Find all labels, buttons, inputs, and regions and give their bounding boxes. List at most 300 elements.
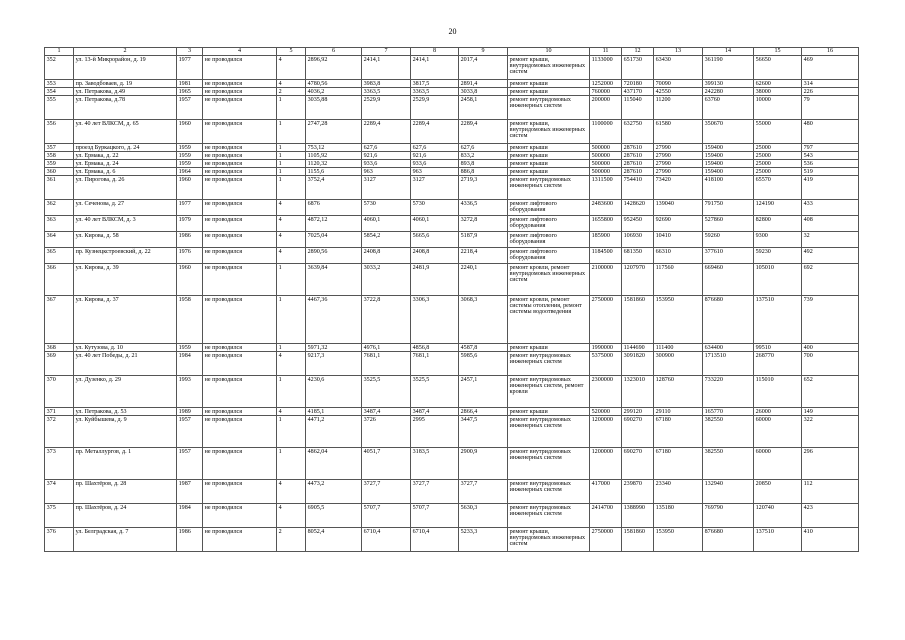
table-cell-col-8: 6710,4	[411, 528, 459, 552]
table-cell-col-8: 3525,5	[411, 376, 459, 408]
table-cell-col-1: 364	[45, 232, 74, 248]
table-row	[45, 120, 859, 144]
table-cell-col-2: ул. Белградская, д. 7	[74, 528, 177, 552]
table-cell-col-6: 8052,4	[306, 528, 362, 552]
table-row	[45, 504, 859, 528]
table-cell-col-2: ул. Петракова, д.78	[74, 96, 177, 120]
table-cell-col-13: 23340	[654, 480, 703, 504]
table-cell-col-14: 876680	[703, 296, 754, 344]
table-cell-col-3: 1965	[177, 88, 203, 96]
table-cell-col-14: 377610	[703, 248, 754, 264]
table-cell-col-3: 1987	[177, 480, 203, 504]
table-cell-col-6: 6905,5	[306, 504, 362, 528]
table-cell-col-1: 367	[45, 296, 74, 344]
table-cell-col-11: 1200000	[590, 448, 622, 480]
table-cell-col-5: 4	[277, 408, 306, 416]
table-cell-col-8: 963	[411, 168, 459, 176]
table-cell-col-15: 26000	[754, 408, 802, 416]
table-cell-col-4: не проводился	[203, 416, 277, 448]
table-cell-col-10: ремонт внутридомовых инженерных систем	[508, 448, 590, 480]
table-cell-col-11: 500000	[590, 152, 622, 160]
table-row	[45, 176, 859, 200]
table-cell-col-2: пр. Металлургов, д. 1	[74, 448, 177, 480]
table-row	[45, 96, 859, 120]
table-cell-col-9: 833,2	[459, 152, 508, 160]
table-cell-col-9: 2218,4	[459, 248, 508, 264]
table-cell-col-7: 5707,7	[362, 504, 411, 528]
table-cell-col-13: 67180	[654, 416, 703, 448]
table-cell-col-16: 423	[802, 504, 859, 528]
table-cell-col-2: ул. Ермака, д. 24	[74, 160, 177, 168]
table-cell-col-9: 4587,8	[459, 344, 508, 352]
column-header-11: 11	[590, 48, 622, 56]
table-cell-col-10: ремонт внутридомовых инженерных систем	[508, 96, 590, 120]
table-cell-col-15: 137510	[754, 296, 802, 344]
table-cell-col-9: 5985,6	[459, 352, 508, 376]
table-cell-col-1: 354	[45, 88, 74, 96]
table-cell-col-5: 1	[277, 296, 306, 344]
table-cell-col-3: 1957	[177, 448, 203, 480]
table-cell-col-4: не проводился	[203, 120, 277, 144]
table-cell-col-11: 760000	[590, 88, 622, 96]
table-cell-col-9: 886,8	[459, 168, 508, 176]
table-cell-col-8: 5707,7	[411, 504, 459, 528]
table-cell-col-4: не проводился	[203, 216, 277, 232]
table-cell-col-8: 3487,4	[411, 408, 459, 416]
table-cell-col-5: 4	[277, 216, 306, 232]
table-cell-col-3: 1977	[177, 56, 203, 80]
table-cell-col-7: 3983,8	[362, 80, 411, 88]
table-cell-col-14: 159400	[703, 144, 754, 152]
table-cell-col-12: 287610	[622, 160, 654, 168]
table-cell-col-5: 1	[277, 344, 306, 352]
table-cell-col-10: ремонт крыши, внутридомовых инженерных систем	[508, 120, 590, 144]
table-cell-col-13: 27990	[654, 144, 703, 152]
table-cell-col-5: 1	[277, 96, 306, 120]
table-row	[45, 528, 859, 552]
table-cell-col-5: 4	[277, 56, 306, 80]
table-cell-col-11: 200000	[590, 96, 622, 120]
table-cell-col-2: пр. Кузнецкстроевский, д. 22	[74, 248, 177, 264]
table-cell-col-2: ул. Ермака, д. 6	[74, 168, 177, 176]
table-cell-col-8: 933,6	[411, 160, 459, 168]
table-cell-col-7: 627,6	[362, 144, 411, 152]
table-row	[45, 408, 859, 416]
table-cell-col-3: 1960	[177, 176, 203, 200]
table-cell-col-15: 268770	[754, 352, 802, 376]
table-cell-col-14: 733220	[703, 376, 754, 408]
table-cell-col-2: пр. Шахтёров, д. 24	[74, 504, 177, 528]
table-cell-col-10: ремонт лифтового оборудования	[508, 248, 590, 264]
table-cell-col-12: 1388990	[622, 504, 654, 528]
table-cell-col-6: 6876	[306, 200, 362, 216]
table-cell-col-4: не проводился	[203, 376, 277, 408]
table-cell-col-1: 352	[45, 56, 74, 80]
table-cell-col-16: 543	[802, 152, 859, 160]
table-cell-col-15: 60000	[754, 448, 802, 480]
table-cell-col-12: 754410	[622, 176, 654, 200]
table-cell-col-9: 2017,4	[459, 56, 508, 80]
table-row	[45, 56, 859, 80]
table-cell-col-15: 25000	[754, 152, 802, 160]
table-cell-col-12: 1581860	[622, 528, 654, 552]
table-cell-col-4: не проводился	[203, 448, 277, 480]
table-cell-col-10: ремонт лифтового оборудования	[508, 216, 590, 232]
table-cell-col-2: пр. Шахтёров, д. 28	[74, 480, 177, 504]
table-cell-col-16: 519	[802, 168, 859, 176]
table-row	[45, 296, 859, 344]
table-cell-col-8: 2529,9	[411, 96, 459, 120]
column-header-4: 4	[203, 48, 277, 56]
table-cell-col-1: 353	[45, 80, 74, 88]
column-header-6: 6	[306, 48, 362, 56]
table-cell-col-9: 2866,4	[459, 408, 508, 416]
table-cell-col-10: ремонт внутридомовых инженерных систем	[508, 480, 590, 504]
table-cell-col-7: 3033,2	[362, 264, 411, 296]
table-cell-col-3: 1964	[177, 168, 203, 176]
table-cell-col-11: 2300000	[590, 376, 622, 408]
table-cell-col-8: 627,6	[411, 144, 459, 152]
table-cell-col-16: 692	[802, 264, 859, 296]
table-cell-col-4: не проводился	[203, 408, 277, 416]
table-cell-col-13: 27990	[654, 152, 703, 160]
table-cell-col-2: ул. Дузенко, д. 29	[74, 376, 177, 408]
table-cell-col-10: ремонт крыши	[508, 408, 590, 416]
table-cell-col-6: 7025,04	[306, 232, 362, 248]
table-cell-col-7: 3722,8	[362, 296, 411, 344]
table-cell-col-13: 27990	[654, 168, 703, 176]
table-cell-col-14: 527860	[703, 216, 754, 232]
table-cell-col-10: ремонт внутридомовых инженерных систем	[508, 176, 590, 200]
table-cell-col-1: 371	[45, 408, 74, 416]
table-cell-col-13: 10410	[654, 232, 703, 248]
table-cell-col-3: 1958	[177, 296, 203, 344]
table-cell-col-15: 137510	[754, 528, 802, 552]
table-cell-col-9: 2289,4	[459, 120, 508, 144]
table-cell-col-4: не проводился	[203, 56, 277, 80]
page-number: 20	[448, 27, 457, 36]
table-cell-col-9: 2458,1	[459, 96, 508, 120]
table-cell-col-10: ремонт крыши	[508, 160, 590, 168]
table-cell-col-2: ул. Кирова, д. 58	[74, 232, 177, 248]
table-cell-col-11: 1311500	[590, 176, 622, 200]
table-cell-col-9: 5233,3	[459, 528, 508, 552]
table-cell-col-15: 59230	[754, 248, 802, 264]
table-cell-col-12: 1428620	[622, 200, 654, 216]
table-cell-col-3: 1957	[177, 416, 203, 448]
column-header-15: 15	[754, 48, 802, 56]
table-cell-col-9: 3447,5	[459, 416, 508, 448]
table-cell-col-5: 1	[277, 416, 306, 448]
housing-repair-register-table	[44, 47, 859, 552]
table-cell-col-16: 322	[802, 416, 859, 448]
table-cell-col-10: ремонт внутридомовых инженерных систем	[508, 504, 590, 528]
table-cell-col-8: 3727,7	[411, 480, 459, 504]
table-cell-col-12: 1207970	[622, 264, 654, 296]
table-cell-col-2: ул. 13-й Микрорайон, д. 19	[74, 56, 177, 80]
table-cell-col-9: 2891,4	[459, 80, 508, 88]
table-cell-col-6: 753,12	[306, 144, 362, 152]
table-cell-col-16: 700	[802, 352, 859, 376]
table-cell-col-12: 437170	[622, 88, 654, 96]
column-header-2: 2	[74, 48, 177, 56]
table-cell-col-8: 5665,6	[411, 232, 459, 248]
column-header-12: 12	[622, 48, 654, 56]
table-cell-col-14: 382550	[703, 448, 754, 480]
table-cell-col-16: 797	[802, 144, 859, 152]
table-cell-col-15: 56650	[754, 56, 802, 80]
table-cell-col-15: 82800	[754, 216, 802, 232]
table-cell-col-7: 4976,1	[362, 344, 411, 352]
table-cell-col-6: 4467,36	[306, 296, 362, 344]
table-cell-col-10: ремонт крыши	[508, 168, 590, 176]
table-cell-col-11: 1990000	[590, 344, 622, 352]
table-cell-col-1: 358	[45, 152, 74, 160]
table-cell-col-10: ремонт крыши	[508, 80, 590, 88]
table-cell-col-6: 4230,6	[306, 376, 362, 408]
table-cell-col-5: 1	[277, 264, 306, 296]
table-cell-col-15: 25000	[754, 144, 802, 152]
table-cell-col-6: 2747,28	[306, 120, 362, 144]
table-cell-col-5: 4	[277, 480, 306, 504]
table-cell-col-3: 1959	[177, 152, 203, 160]
table-cell-col-15: 10000	[754, 96, 802, 120]
table-cell-col-11: 500000	[590, 168, 622, 176]
table-cell-col-3: 1993	[177, 376, 203, 408]
table-cell-col-7: 2408,8	[362, 248, 411, 264]
table-cell-col-4: не проводился	[203, 152, 277, 160]
table-cell-col-10: ремонт внутридомовых инженерных систем	[508, 416, 590, 448]
table-cell-col-11: 1655800	[590, 216, 622, 232]
table-cell-col-8: 2414,1	[411, 56, 459, 80]
table-cell-col-2: ул. Пирогова, д. 26	[74, 176, 177, 200]
table-cell-col-14: 242280	[703, 88, 754, 96]
table-cell-col-12: 1144690	[622, 344, 654, 352]
table-cell-col-6: 5971,32	[306, 344, 362, 352]
table-cell-col-8: 4060,1	[411, 216, 459, 232]
table-cell-col-6: 1120,32	[306, 160, 362, 168]
table-cell-col-8: 4856,8	[411, 344, 459, 352]
table-row	[45, 168, 859, 176]
table-cell-col-16: 79	[802, 96, 859, 120]
table-cell-col-14: 382550	[703, 416, 754, 448]
table-cell-col-3: 1976	[177, 248, 203, 264]
table-cell-col-7: 963	[362, 168, 411, 176]
table-cell-col-12: 690270	[622, 448, 654, 480]
table-cell-col-8: 3127	[411, 176, 459, 200]
column-header-10: 10	[508, 48, 590, 56]
table-cell-col-2: ул. Сеченова, д. 27	[74, 200, 177, 216]
table-cell-col-6: 1105,92	[306, 152, 362, 160]
table-cell-col-15: 25000	[754, 168, 802, 176]
table-cell-col-14: 361190	[703, 56, 754, 80]
table-cell-col-10: ремонт лифтового оборудования	[508, 232, 590, 248]
table-cell-col-3: 1959	[177, 344, 203, 352]
table-cell-col-5: 1	[277, 120, 306, 144]
table-cell-col-7: 3127	[362, 176, 411, 200]
table-cell-col-14: 1713510	[703, 352, 754, 376]
table-cell-col-14: 399130	[703, 80, 754, 88]
table-cell-col-14: 350670	[703, 120, 754, 144]
table-cell-col-7: 2289,4	[362, 120, 411, 144]
table-cell-col-3: 1960	[177, 264, 203, 296]
table-cell-col-12: 287610	[622, 168, 654, 176]
table-cell-col-14: 634400	[703, 344, 754, 352]
table-cell-col-13: 67180	[654, 448, 703, 480]
table-cell-col-16: 433	[802, 200, 859, 216]
column-header-7: 7	[362, 48, 411, 56]
table-cell-col-9: 5630,3	[459, 504, 508, 528]
table-row	[45, 376, 859, 408]
column-header-5: 5	[277, 48, 306, 56]
table-cell-col-1: 361	[45, 176, 74, 200]
table-cell-col-10: ремонт кровли, ремонт системы отопления, ремонт системы водоотведения	[508, 296, 590, 344]
table-cell-col-12: 1581860	[622, 296, 654, 344]
table-cell-col-12: 287610	[622, 152, 654, 160]
table-row	[45, 80, 859, 88]
table-cell-col-12: 681350	[622, 248, 654, 264]
table-cell-col-4: не проводился	[203, 168, 277, 176]
table-cell-col-4: не проводился	[203, 176, 277, 200]
table-row	[45, 200, 859, 216]
table-cell-col-13: 117560	[654, 264, 703, 296]
table-cell-col-3: 1986	[177, 528, 203, 552]
table-cell-col-4: не проводился	[203, 88, 277, 96]
table-row	[45, 248, 859, 264]
table-cell-col-6: 4473,2	[306, 480, 362, 504]
table-cell-col-9: 627,6	[459, 144, 508, 152]
table-cell-col-16: 469	[802, 56, 859, 80]
table-cell-col-9: 3272,8	[459, 216, 508, 232]
table-cell-col-10: ремонт крыши	[508, 88, 590, 96]
table-cell-col-5: 1	[277, 448, 306, 480]
table-cell-col-16: 408	[802, 216, 859, 232]
table-cell-col-6: 4036,2	[306, 88, 362, 96]
table-cell-col-1: 376	[45, 528, 74, 552]
table-cell-col-7: 3363,5	[362, 88, 411, 96]
table-cell-col-3: 1986	[177, 232, 203, 248]
table-cell-col-6: 4471,2	[306, 416, 362, 448]
table-cell-col-6: 2890,56	[306, 248, 362, 264]
table-cell-col-8: 2481,9	[411, 264, 459, 296]
table-cell-col-3: 1979	[177, 216, 203, 232]
table-row	[45, 144, 859, 152]
table-cell-col-5: 1	[277, 168, 306, 176]
table-cell-col-5: 1	[277, 176, 306, 200]
table-cell-col-14: 669460	[703, 264, 754, 296]
table-cell-col-8: 7681,1	[411, 352, 459, 376]
table-cell-col-12: 106930	[622, 232, 654, 248]
table-cell-col-6: 3035,88	[306, 96, 362, 120]
table-cell-col-16: 32	[802, 232, 859, 248]
column-number-header	[45, 48, 859, 56]
table-cell-col-16: 314	[802, 80, 859, 88]
table-row	[45, 352, 859, 376]
table-cell-col-2: ул. 40 лет Победы, д. 21	[74, 352, 177, 376]
table-cell-col-12: 115040	[622, 96, 654, 120]
table-cell-col-6: 2896,92	[306, 56, 362, 80]
table-cell-col-4: не проводился	[203, 480, 277, 504]
table-cell-col-7: 4051,7	[362, 448, 411, 480]
table-cell-col-11: 520000	[590, 408, 622, 416]
table-cell-col-1: 359	[45, 160, 74, 168]
table-cell-col-1: 356	[45, 120, 74, 144]
table-cell-col-1: 374	[45, 480, 74, 504]
table-cell-col-14: 159400	[703, 152, 754, 160]
table-row	[45, 216, 859, 232]
table-cell-col-16: 410	[802, 528, 859, 552]
table-cell-col-2: ул. Петракова, д.49	[74, 88, 177, 96]
table-cell-col-13: 153950	[654, 528, 703, 552]
table-cell-col-5: 4	[277, 248, 306, 264]
table-cell-col-13: 300900	[654, 352, 703, 376]
table-cell-col-8: 2995	[411, 416, 459, 448]
table-cell-col-11: 417000	[590, 480, 622, 504]
table-cell-col-13: 63430	[654, 56, 703, 80]
table-cell-col-1: 362	[45, 200, 74, 216]
table-cell-col-14: 159400	[703, 160, 754, 168]
table-cell-col-12: 1323010	[622, 376, 654, 408]
table-cell-col-14: 876680	[703, 528, 754, 552]
table-cell-col-9: 3727,7	[459, 480, 508, 504]
table-cell-col-11: 2750000	[590, 528, 622, 552]
table-cell-col-15: 55000	[754, 120, 802, 144]
table-cell-col-14: 165770	[703, 408, 754, 416]
table-cell-col-4: не проводился	[203, 160, 277, 168]
table-cell-col-3: 1977	[177, 200, 203, 216]
table-cell-col-13: 128760	[654, 376, 703, 408]
table-cell-col-4: не проводился	[203, 352, 277, 376]
table-cell-col-1: 369	[45, 352, 74, 376]
table-cell-col-13: 73420	[654, 176, 703, 200]
table-cell-col-2: ул. Петракова, д. 53	[74, 408, 177, 416]
table-cell-col-15: 62600	[754, 80, 802, 88]
table-cell-col-9: 2240,1	[459, 264, 508, 296]
table-cell-col-16: 149	[802, 408, 859, 416]
table-cell-col-4: не проводился	[203, 504, 277, 528]
table-cell-col-12: 287610	[622, 144, 654, 152]
table-cell-col-7: 3727,7	[362, 480, 411, 504]
table-cell-col-10: ремонт крыши	[508, 144, 590, 152]
table-cell-col-14: 59260	[703, 232, 754, 248]
table-cell-col-15: 65570	[754, 176, 802, 200]
table-row	[45, 264, 859, 296]
table-cell-col-2: ул. 40 лет ВЛКСМ, д. 65	[74, 120, 177, 144]
table-cell-col-13: 66310	[654, 248, 703, 264]
table-cell-col-16: 739	[802, 296, 859, 344]
table-cell-col-11: 5375000	[590, 352, 622, 376]
table-cell-col-15: 105010	[754, 264, 802, 296]
table-row	[45, 448, 859, 480]
table-cell-col-2: ул. Куйбышева, д. 9	[74, 416, 177, 448]
table-cell-col-4: не проводился	[203, 264, 277, 296]
table-row	[45, 416, 859, 448]
table-cell-col-8: 3817,5	[411, 80, 459, 88]
table-cell-col-16: 536	[802, 160, 859, 168]
column-header-16: 16	[802, 48, 859, 56]
table-cell-col-9: 4336,5	[459, 200, 508, 216]
table-cell-col-10: ремонт крыши	[508, 344, 590, 352]
table-cell-col-14: 769790	[703, 504, 754, 528]
table-cell-col-15: 9300	[754, 232, 802, 248]
table-cell-col-1: 365	[45, 248, 74, 264]
table-cell-col-7: 5730	[362, 200, 411, 216]
table-cell-col-1: 372	[45, 416, 74, 448]
table-cell-col-5: 1	[277, 152, 306, 160]
table-cell-col-6: 4780,56	[306, 80, 362, 88]
table-row	[45, 152, 859, 160]
table-cell-col-15: 115010	[754, 376, 802, 408]
